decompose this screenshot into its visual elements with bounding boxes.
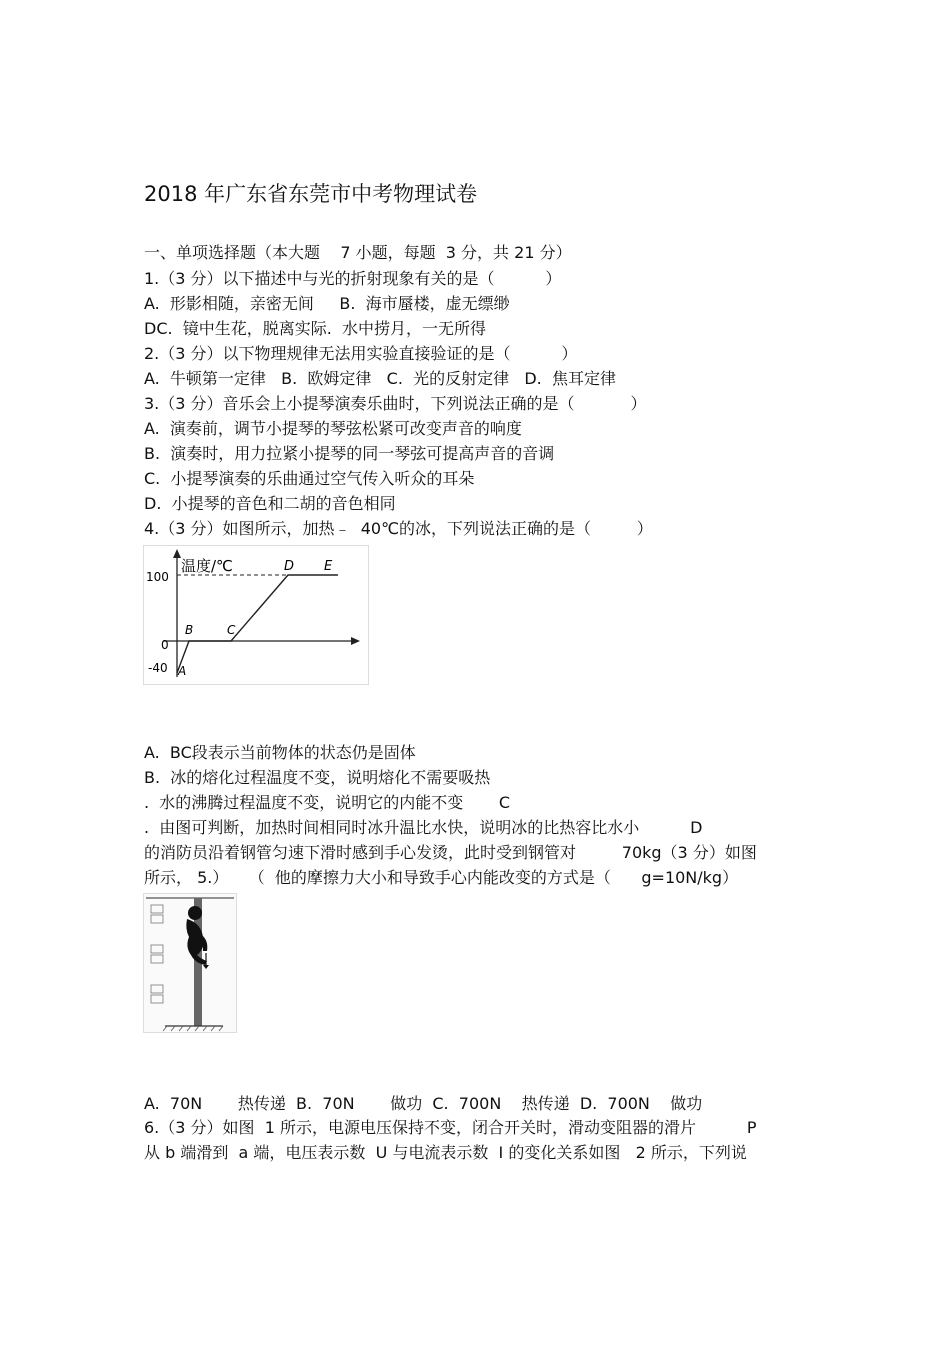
question-1-options-cd: DC. 镜中生花，脱离实际. 水中捞月，一无所得: [144, 319, 487, 338]
question-5-line-2: 所示， 5.） （ 他的摩擦力大小和导致手心内能改变的方式是（ g=10N/kg）: [144, 868, 739, 887]
question-3-option-b: B. 演奏时，用力拉紧小提琴的同一琴弦可提高声音的音调: [144, 444, 555, 463]
question-3-option-c: C. 小提琴演奏的乐曲通过空气传入听众的耳朵: [144, 469, 475, 488]
firefighter-figure: [143, 893, 237, 1033]
question-4-option-a: A. BC段表示当前物体的状态仍是固体: [144, 743, 416, 762]
exam-title: 2018 年广东省东莞市中考物理试卷: [144, 182, 478, 206]
question-4-option-c: . 水的沸腾过程温度不变，说明它的内能不变 C: [144, 793, 511, 812]
question-6-line-1: 6.（3 分）如图 1 所示，电源电压保持不变，闭合开关时，滑动变阻器的滑片 P: [144, 1118, 757, 1137]
question-1-options-ab: A. 形影相随，亲密无间 B. 海市蜃楼，虚无缥缈: [144, 294, 510, 313]
question-4-option-b: B. 冰的熔化过程温度不变，说明熔化不需要吸热: [144, 768, 491, 787]
section-heading: 一、单项选择题（本大题 7 小题，每题 3 分，共 21 分）: [144, 243, 572, 262]
question-6-line-2: 从 b 端滑到 a 端，电压表示数 U 与电流表示数 I 的变化关系如图 2 所示，下列说: [144, 1143, 747, 1162]
y-axis-label: 温度/℃: [181, 557, 233, 575]
point-b-label: B: [185, 623, 194, 637]
question-1: 1.（3 分）以下描述中与光的折射现象有关的是（ ）: [144, 269, 562, 288]
question-4-option-d: . 由图可判断，加热时间相同时冰升温比水快，说明冰的比热容比水小 D: [144, 818, 703, 837]
question-2-options: A. 牛顿第一定律 B. 欧姆定律 C. 光的反射定律 D. 焦耳定律: [144, 369, 616, 388]
question-5-options: A. 70N 热传递 B. 70N 做功 C. 700N 热传递 D. 700N 做功: [144, 1094, 703, 1113]
x-axis-arrow: [351, 637, 360, 645]
question-3-option-a: A. 演奏前，调节小提琴的琴弦松紧可改变声音的响度: [144, 419, 522, 438]
question-4: 4.（3 分）如图所示，加热﹣ 40℃的冰，下列说法正确的是（ ）: [144, 519, 653, 538]
question-5-line-1: 的消防员沿着钢管匀速下滑时感到手心发烫，此时受到钢管对 70kg（3 分）如图: [144, 843, 757, 862]
question-3: 3.（3 分）音乐会上小提琴演奏乐曲时，下列说法正确的是（ ）: [144, 394, 647, 413]
temperature-graph: [143, 545, 369, 685]
point-c-label: C: [227, 623, 236, 637]
point-d-label: D: [284, 559, 295, 574]
point-e-label: E: [324, 559, 333, 574]
question-2: 2.（3 分）以下物理规律无法用实验直接验证的是（ ）: [144, 344, 578, 363]
tick-0: 0: [161, 638, 169, 652]
y-axis-arrow: [173, 549, 181, 558]
tick-100: 100: [146, 570, 169, 584]
point-a-label: A: [178, 664, 187, 678]
question-3-option-d: D. 小提琴的音色和二胡的音色相同: [144, 494, 396, 513]
tick-minus-40: -40: [148, 661, 168, 675]
temperature-curve: [177, 575, 338, 673]
